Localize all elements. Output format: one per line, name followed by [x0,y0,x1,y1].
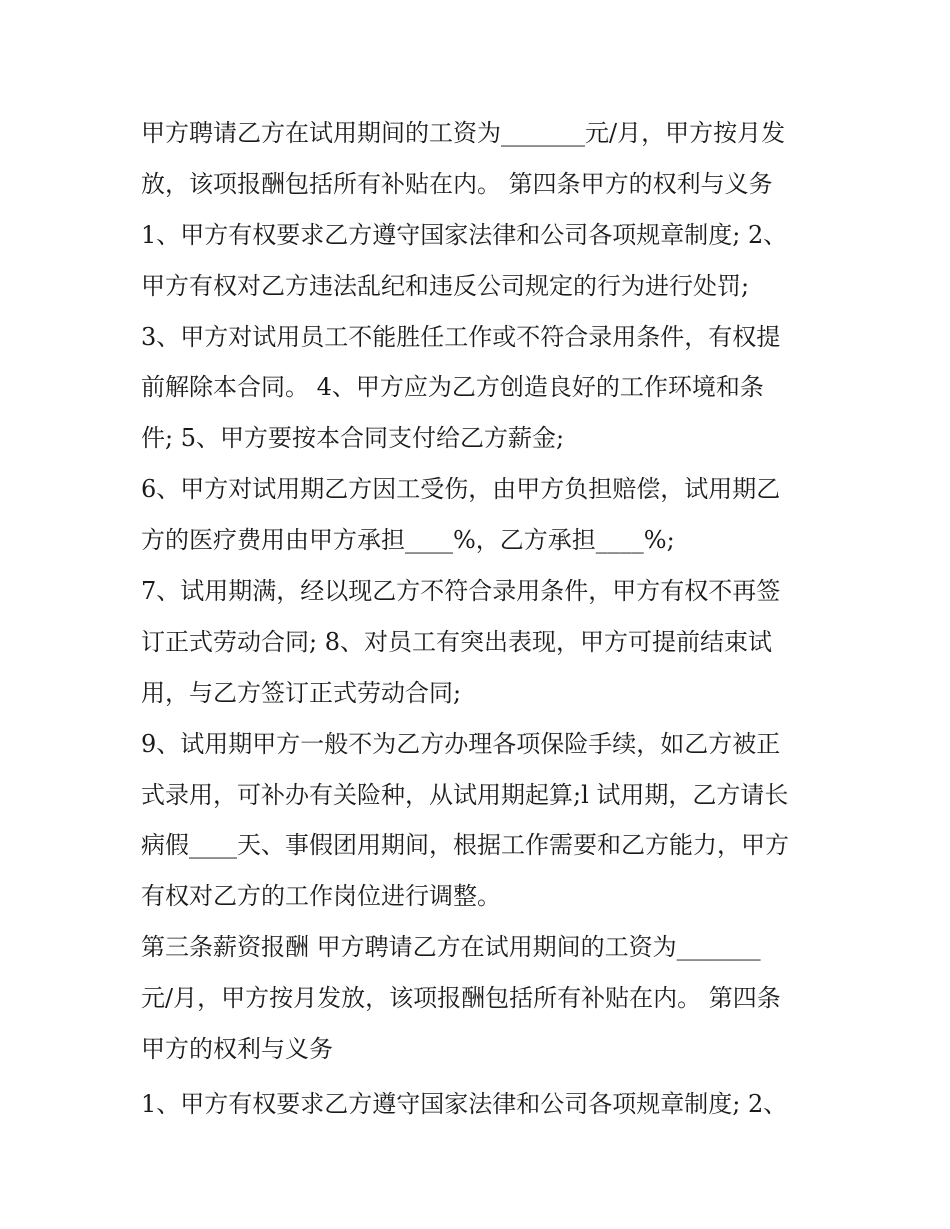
text-line: 1、甲方有权要求乙方遵守国家法律和公司各项规章制度; 2、 [141,1089,788,1118]
text-line: 前解除本合同。 4、甲方应为乙方创造良好的工作环境和条 [141,373,764,402]
text-line: 甲方的权利与义务 [141,1035,333,1064]
section-heading-line: 第三条薪资报酬 甲方聘请乙方在试用期间的工资为_______ [141,933,761,962]
text-line: 用，与乙方签订正式劳动合同; [141,678,462,707]
text-line: 1、甲方有权要求乙方遵守国家法律和公司各项规章制度; 2、 [141,220,788,249]
text-line: 方的医疗费用由甲方承担____%，乙方承担____%; [141,526,675,555]
text-line: 元/月，甲方按月发放，该项报酬包括所有补贴在内。 第四条 [141,984,781,1013]
document-body [141,108,821,1130]
text-line: 病假____天、事假团用期间，根据工作需要和乙方能力，甲方 [141,831,789,860]
text-line: 甲方有权对乙方违法乱纪和违反公司规定的行为进行处罚; [141,271,750,300]
text-line: 6、甲方对试用期乙方因工受伤，由甲方负担赔偿，试用期乙 [141,475,781,504]
text-line: 甲方聘请乙方在试用期间的工资为_______元/月，甲方按月发 [141,119,786,147]
text-line: 有权对乙方的工作岗位进行调整。 [141,882,501,911]
text-line: 7、试用期满，经以现乙方不符合录用条件，甲方有权不再签 [141,577,781,606]
text-line: 放，该项报酬包括所有补贴在内。 第四条甲方的权利与义务 [141,169,773,198]
text-line: 9、试用期甲方一般不为乙方办理各项保险手续，如乙方被正 [141,729,781,758]
text-line: 3、甲方对试用员工不能胜任工作或不符合录用条件，有权提 [141,322,781,351]
text-line: 式录用，可补办有关险种，从试用期起算;l 试用期，乙方请长 [141,780,789,809]
text-line: 件; 5、甲方要按本合同支付给乙方薪金; [141,424,565,453]
text-line: 订正式劳动合同; 8、对员工有突出表现，甲方可提前结束试 [141,627,772,656]
